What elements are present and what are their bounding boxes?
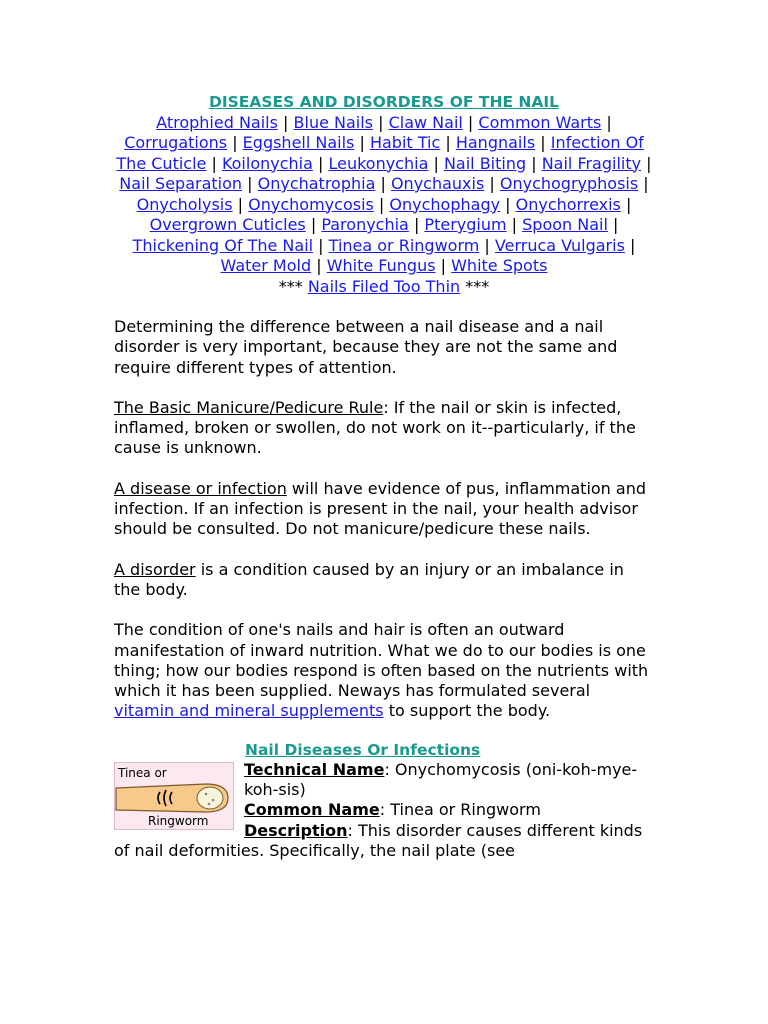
- disease-text: will have evidence of pus, inflammation and infection. If an infection is present in the nail, your health advisor should be consulted. Do not manicure/pedicure these nails.: [114, 478, 646, 539]
- link-white-spots[interactable]: White Spots: [451, 256, 548, 275]
- tinea-entry: [114, 760, 654, 861]
- paragraph-nutrition: [114, 620, 654, 721]
- page: [114, 92, 654, 861]
- link-onycholysis[interactable]: Onycholysis: [136, 194, 233, 214]
- technical-name-label: Technical Name: [244, 759, 385, 779]
- link-nails-filed-too-thin[interactable]: Nails Filed Too Thin: [307, 276, 461, 296]
- basic-rule-text: : If the nail or skin is infected, inflamed, broken or swollen, do not work on it--particularly, if the cause is unknown.: [114, 397, 636, 458]
- link-water-mold[interactable]: Water Mold: [220, 256, 312, 275]
- link-vitamin-supplements[interactable]: vitamin and mineral supplements: [114, 701, 384, 721]
- link-thickening-of-the-nail[interactable]: Thickening Of The Nail: [132, 235, 314, 255]
- tinea-ringworm-image: [114, 762, 234, 830]
- link-eggshell-nails[interactable]: Eggshell Nails: [242, 133, 355, 152]
- disorder-label: A disorder: [114, 559, 196, 579]
- link-list: Atrophied Nails | Blue Nails | Claw Nail | Common Warts | Corrugations | Eggshell Nails | Habit Tic | Hangnails | Infection Of The Cuticle | Koilonychia | Leukonychia | Nail Biting | Nail Fragility | Nail Separation | Onychatrophia | Onychauxis | Onychogryphosis | Onycholysis | Onychomycosis | Onychophagy | Onychorrexis | Overgrown Cuticles | Paronychia | Pterygium | Spoon Nail | Thickening Of The Nail | Tinea or Ringworm | Verruca Vulgaris | Water Mold | White Fungus | White Spots: [116, 112, 652, 275]
- link-onychogryphosis[interactable]: Onychogryphosis: [499, 174, 639, 193]
- link-onychorrexis[interactable]: Onychorrexis: [515, 194, 621, 214]
- stars-left: ***: [278, 276, 303, 296]
- link-white-fungus[interactable]: White Fungus: [326, 256, 436, 275]
- link-atrophied-nails[interactable]: Atrophied Nails: [156, 112, 278, 132]
- image-label-bottom: Ringworm: [148, 813, 209, 828]
- disorder-text: is a condition caused by an injury or an imbalance in the body.: [114, 559, 624, 599]
- special-link-line: [114, 277, 654, 298]
- disease-label: A disease or infection: [114, 478, 287, 498]
- link-habit-tic[interactable]: Habit Tic: [369, 133, 441, 152]
- link-koilonychia[interactable]: Koilonychia: [221, 153, 313, 173]
- description-label: Description: [244, 820, 348, 840]
- link-blue-nails[interactable]: Blue Nails: [293, 112, 374, 132]
- link-nail-biting[interactable]: Nail Biting: [443, 153, 527, 173]
- paragraph-disorder: [114, 560, 654, 601]
- common-name-label: Common Name: [244, 800, 380, 820]
- link-onychophagy[interactable]: Onychophagy: [389, 194, 501, 214]
- section-heading: Nail Diseases Or Infections: [245, 740, 481, 759]
- paragraph-disease: [114, 479, 654, 540]
- link-overgrown-cuticles[interactable]: Overgrown Cuticles: [149, 215, 306, 234]
- link-spoon-nail[interactable]: Spoon Nail: [522, 215, 608, 234]
- link-claw-nail[interactable]: Claw Nail: [388, 112, 463, 132]
- link-hangnails[interactable]: Hangnails: [455, 133, 536, 152]
- link-onychatrophia[interactable]: Onychatrophia: [257, 174, 376, 193]
- link-common-warts[interactable]: Common Warts: [478, 112, 602, 132]
- description-value: : This disorder causes different kinds of nail deformities. Specifically, the nail plate (see: [114, 820, 643, 860]
- link-nail-separation[interactable]: Nail Separation: [119, 174, 243, 193]
- link-corrugations[interactable]: Corrugations: [124, 133, 228, 152]
- page-title: DISEASES AND DISORDERS OF THE NAIL: [208, 93, 560, 111]
- link-leukonychia[interactable]: Leukonychia: [328, 153, 429, 173]
- nutrition-text: The condition of one's nails and hair is often an outward manifestation of inward nutrition. What we do to our bodies is one thing; how our bodies respond is often based on the nutrients with which it has been supplied. Neways has formulated several: [114, 620, 649, 701]
- link-paronychia[interactable]: Paronychia: [321, 215, 409, 234]
- common-name-value: : Tinea or Ringworm: [379, 800, 541, 820]
- link-tinea-or-ringworm[interactable]: Tinea or Ringworm: [328, 235, 480, 255]
- image-label-top: Tinea or: [118, 765, 167, 780]
- link-nail-fragility[interactable]: Nail Fragility: [541, 153, 642, 173]
- link-onychauxis[interactable]: Onychauxis: [390, 174, 485, 193]
- link-verruca-vulgaris[interactable]: Verruca Vulgaris: [494, 235, 625, 255]
- technical-name-value: : Onychomycosis (oni-koh-mye-koh-sis): [244, 759, 638, 800]
- paragraph-basic-rule: [114, 398, 654, 459]
- link-pterygium[interactable]: Pterygium: [424, 215, 507, 234]
- stars-right: ***: [465, 276, 490, 296]
- nutrition-tail: to support the body.: [383, 701, 551, 721]
- nail-index: [114, 92, 654, 297]
- basic-rule-label: The Basic Manicure/Pedicure Rule: [114, 397, 384, 417]
- link-onychomycosis[interactable]: Onychomycosis: [248, 194, 374, 214]
- paragraph-intro: Determining the difference between a nail disease and a nail disorder is very important, because they are not the same and require different types of attention.: [114, 317, 618, 377]
- link-infection-of-the-cuticle[interactable]: Infection Of The Cuticle: [116, 133, 644, 173]
